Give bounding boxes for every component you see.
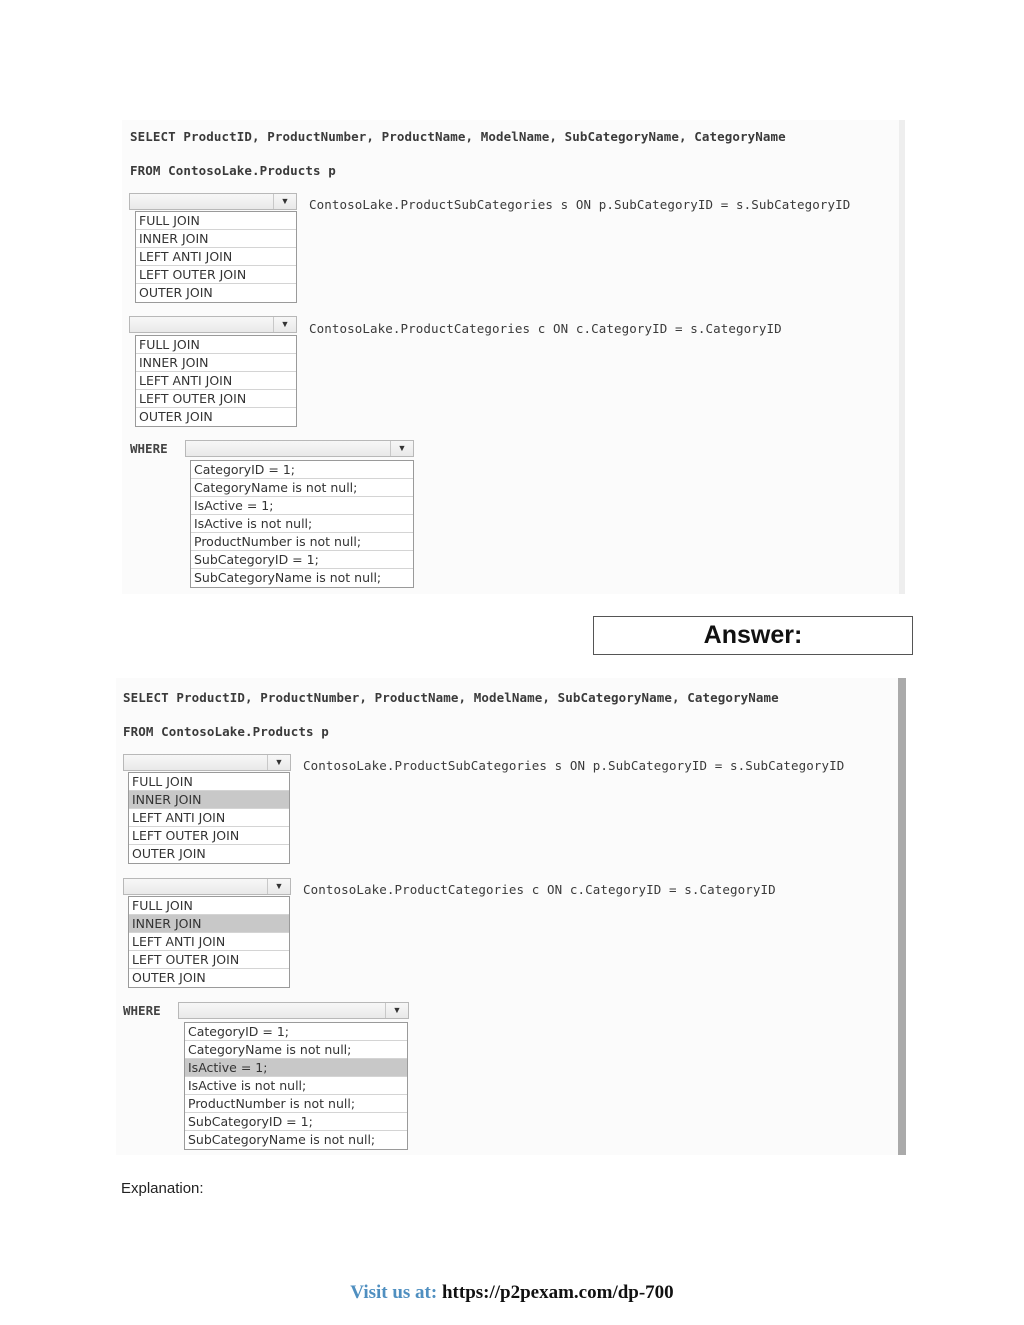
option-left-outer-join[interactable]: LEFT OUTER JOIN bbox=[129, 827, 289, 845]
option-left-outer-join[interactable]: LEFT OUTER JOIN bbox=[136, 266, 296, 284]
option-isactive[interactable]: IsActive = 1; bbox=[191, 497, 413, 515]
answer-heading: Answer: bbox=[593, 616, 913, 655]
option-outer-join[interactable]: OUTER JOIN bbox=[132, 970, 206, 985]
option-isactive-not-null[interactable]: IsActive is not null; bbox=[185, 1077, 407, 1095]
explanation-label: Explanation: bbox=[121, 1180, 204, 1197]
option-subcategoryname-not-null[interactable]: SubCategoryName is not null; bbox=[188, 1132, 376, 1147]
question-where-label: WHERE bbox=[130, 441, 168, 456]
answer-join1-options bbox=[128, 772, 290, 864]
option-left-outer-join[interactable]: LEFT OUTER JOIN bbox=[136, 390, 296, 408]
option-full-join[interactable]: FULL JOIN bbox=[129, 897, 289, 915]
option-categoryname-not-null[interactable]: CategoryName is not null; bbox=[185, 1041, 407, 1059]
option-subcategoryid[interactable]: SubCategoryID = 1; bbox=[191, 551, 413, 569]
question-join2-line: ContosoLake.ProductCategories c ON c.CategoryID = s.CategoryID bbox=[309, 321, 782, 336]
option-outer-join[interactable]: OUTER JOIN bbox=[132, 846, 206, 861]
question-select-line: SELECT ProductID, ProductNumber, ProductName, ModelName, SubCategoryName, CategoryName bbox=[130, 129, 786, 144]
question-where-options bbox=[190, 460, 414, 588]
question-panel-edge bbox=[899, 120, 905, 594]
option-full-join[interactable]: FULL JOIN bbox=[136, 212, 296, 230]
answer-where-label: WHERE bbox=[123, 1003, 161, 1018]
option-productnumber-not-null[interactable]: ProductNumber is not null; bbox=[191, 533, 413, 551]
chevron-down-icon: ▼ bbox=[267, 755, 290, 770]
question-from-line: FROM ContosoLake.Products p bbox=[130, 163, 336, 178]
option-subcategoryname-not-null[interactable]: SubCategoryName is not null; bbox=[194, 570, 382, 585]
option-isactive-not-null[interactable]: IsActive is not null; bbox=[191, 515, 413, 533]
answer-from-line: FROM ContosoLake.Products p bbox=[123, 724, 329, 739]
footer-url-link[interactable]: https://p2pexam.com/dp-700 bbox=[441, 1282, 674, 1303]
chevron-down-icon: ▼ bbox=[273, 194, 296, 209]
option-productnumber-not-null[interactable]: ProductNumber is not null; bbox=[185, 1095, 407, 1113]
option-categoryid[interactable]: CategoryID = 1; bbox=[185, 1023, 407, 1041]
question-join1-line: ContosoLake.ProductSubCategories s ON p.SubCategoryID = s.SubCategoryID bbox=[309, 197, 851, 212]
question-join2-options bbox=[135, 335, 297, 427]
option-full-join[interactable]: FULL JOIN bbox=[136, 336, 296, 354]
option-left-outer-join[interactable]: LEFT OUTER JOIN bbox=[129, 951, 289, 969]
option-subcategoryid[interactable]: SubCategoryID = 1; bbox=[185, 1113, 407, 1131]
option-outer-join[interactable]: OUTER JOIN bbox=[139, 285, 213, 300]
chevron-down-icon: ▼ bbox=[385, 1003, 408, 1018]
option-left-anti-join[interactable]: LEFT ANTI JOIN bbox=[136, 248, 296, 266]
question-join1-options bbox=[135, 211, 297, 303]
answer-join2-line: ContosoLake.ProductCategories c ON c.CategoryID = s.CategoryID bbox=[303, 882, 776, 897]
option-left-anti-join[interactable]: LEFT ANTI JOIN bbox=[136, 372, 296, 390]
option-isactive-selected[interactable]: IsActive = 1; bbox=[185, 1059, 407, 1077]
option-inner-join[interactable]: INNER JOIN bbox=[136, 230, 296, 248]
option-inner-join-selected[interactable]: INNER JOIN bbox=[129, 915, 289, 933]
question-join1-dropdown[interactable] bbox=[129, 193, 297, 210]
option-outer-join[interactable]: OUTER JOIN bbox=[139, 409, 213, 424]
option-categoryname-not-null[interactable]: CategoryName is not null; bbox=[191, 479, 413, 497]
option-categoryid[interactable]: CategoryID = 1; bbox=[191, 461, 413, 479]
option-full-join[interactable]: FULL JOIN bbox=[129, 773, 289, 791]
option-left-anti-join[interactable]: LEFT ANTI JOIN bbox=[129, 933, 289, 951]
chevron-down-icon: ▼ bbox=[273, 317, 296, 332]
chevron-down-icon: ▼ bbox=[267, 879, 290, 894]
answer-where-options bbox=[184, 1022, 408, 1150]
option-left-anti-join[interactable]: LEFT ANTI JOIN bbox=[129, 809, 289, 827]
answer-where-dropdown[interactable] bbox=[178, 1002, 409, 1019]
question-where-dropdown[interactable] bbox=[185, 440, 414, 457]
answer-select-line: SELECT ProductID, ProductNumber, ProductName, ModelName, SubCategoryName, CategoryName bbox=[123, 690, 779, 705]
option-inner-join-selected[interactable]: INNER JOIN bbox=[129, 791, 289, 809]
answer-join1-line: ContosoLake.ProductSubCategories s ON p.SubCategoryID = s.SubCategoryID bbox=[303, 758, 845, 773]
answer-join2-dropdown[interactable] bbox=[123, 878, 291, 895]
footer-visit-label: Visit us at: bbox=[350, 1282, 438, 1303]
question-join2-dropdown[interactable] bbox=[129, 316, 297, 333]
answer-join2-options bbox=[128, 896, 290, 988]
answer-join1-dropdown[interactable] bbox=[123, 754, 291, 771]
answer-panel-edge bbox=[898, 678, 906, 1155]
footer bbox=[0, 1282, 1024, 1304]
chevron-down-icon: ▼ bbox=[390, 441, 413, 456]
option-inner-join[interactable]: INNER JOIN bbox=[136, 354, 296, 372]
